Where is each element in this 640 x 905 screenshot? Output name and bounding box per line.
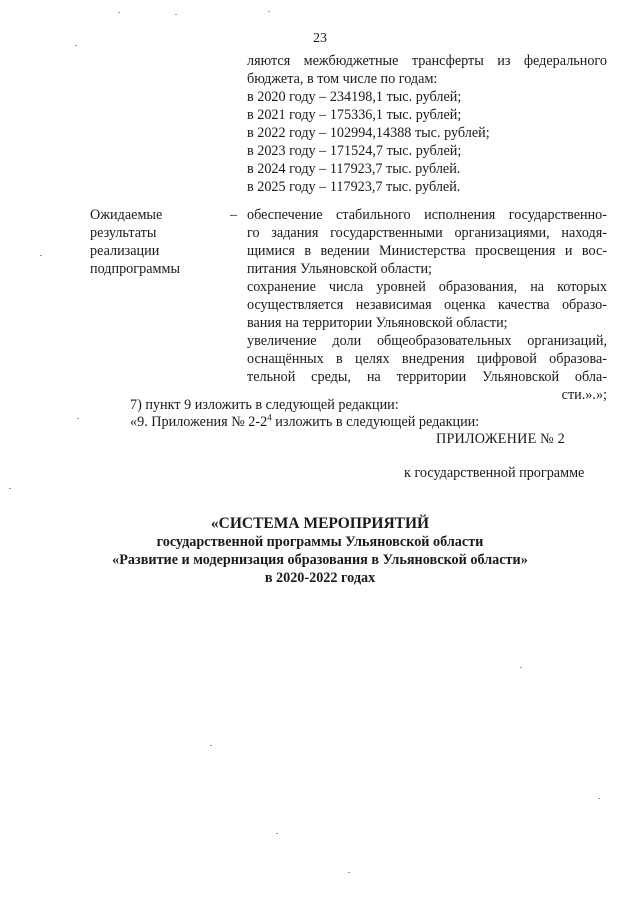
result-line: сохранение числа уровней образования, на которых [247, 279, 607, 295]
heading-program-name: «Развитие и модернизация образования в Ульяновской области» [112, 552, 528, 568]
label-line: реализации [90, 243, 160, 259]
amendment-text-after: изложить в следующей редакции: [271, 414, 480, 430]
funding-year-2023: в 2023 году – 171524,7 тыс. рублей; [247, 143, 462, 159]
result-line: го задания государственными организациями, находя- [247, 225, 607, 241]
funding-year-2022: в 2022 году – 102994,14388 тыс. рублей; [247, 125, 490, 141]
scan-speck [77, 418, 79, 419]
scan-speck [175, 14, 177, 15]
result-line: тельной среды, на территории Ульяновской обла- [247, 369, 607, 385]
amendment-superscript: 4 [267, 412, 272, 423]
result-line: увеличение доли общеобразовательных организаций, [247, 333, 607, 349]
funding-year-2020: в 2020 году – 234198,1 тыс. рублей; [247, 89, 462, 105]
scan-speck [210, 745, 212, 746]
scan-speck [40, 255, 42, 256]
appendix-subtitle: к государственной программе [404, 465, 585, 481]
scan-speck [348, 872, 350, 873]
expected-results-text [247, 206, 607, 404]
scan-speck [598, 798, 600, 799]
funding-year-2025: в 2025 году – 117923,7 тыс. рублей. [247, 179, 461, 195]
heading-title: «СИСТЕМА МЕРОПРИЯТИЙ [210, 515, 430, 532]
scan-speck [75, 45, 77, 46]
amendment-text [130, 413, 610, 431]
heading-years: в 2020-2022 годах [264, 570, 376, 586]
heading-program: государственной программы Ульяновской области [156, 534, 484, 550]
appendix-title: ПРИЛОЖЕНИЕ № 2 [436, 431, 565, 447]
separator-dash: – [230, 207, 238, 223]
page-number: 23 [313, 31, 327, 46]
label-line: подпрограммы [90, 261, 180, 277]
amendment-text-before: «9. Приложения № 2-2 [130, 414, 268, 430]
result-line: оснащённых в целях внедрения цифровой образова- [247, 351, 607, 367]
scan-speck [520, 667, 522, 668]
result-line: вания на территории Ульяновской области; [247, 315, 508, 331]
result-line: щимися в ведении Министерства просвещения и вос- [247, 243, 607, 259]
expected-results-label [90, 206, 210, 278]
amendment-item: 7) пункт 9 изложить в следующей редакции: [130, 397, 399, 413]
result-line: питания Ульяновской области; [247, 261, 433, 277]
scan-speck [118, 12, 120, 13]
scan-speck [276, 833, 278, 834]
text-line: бюджета, в том числе по годам: [247, 71, 438, 87]
label-line: Ожидаемые [90, 207, 163, 223]
label-line: результаты [90, 225, 157, 241]
funding-year-2024: в 2024 году – 117923,7 тыс. рублей. [247, 161, 461, 177]
funding-year-2021: в 2021 году – 175336,1 тыс. рублей; [247, 107, 462, 123]
result-line: осуществляется независимая оценка качества образо- [247, 297, 607, 313]
result-line: сти.».»; [561, 387, 607, 403]
result-line: обеспечение стабильного исполнения государственно- [247, 207, 607, 223]
scan-speck [268, 11, 270, 12]
text-line: ляются межбюджетные трансферты из федерального [247, 53, 607, 69]
scan-speck [9, 488, 11, 489]
funding-by-year-block [247, 52, 607, 196]
